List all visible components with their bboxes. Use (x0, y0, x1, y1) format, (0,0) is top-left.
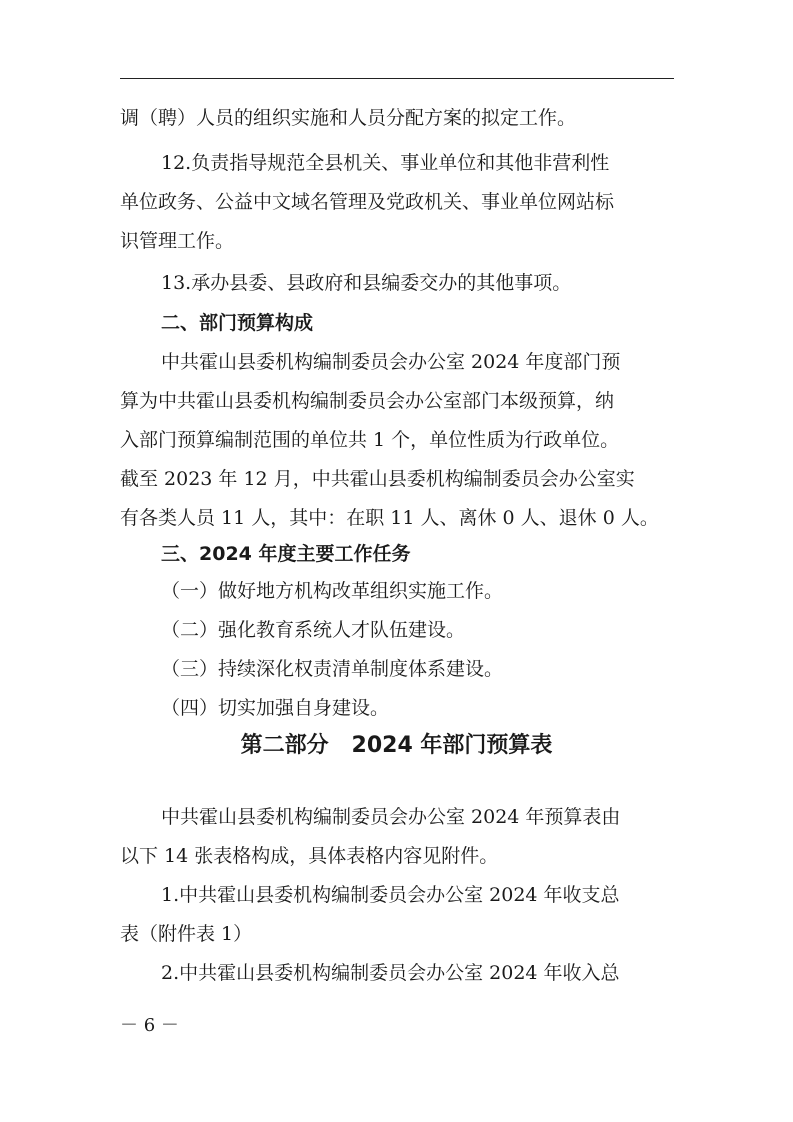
task-item: （一）做好地方机构改革组织实施工作。 (161, 580, 504, 602)
body-line: 单位政务、公益中文域名管理及党政机关、事业单位网站标 (120, 191, 615, 213)
header-rule (120, 78, 674, 79)
body-line: 识管理工作。 (120, 230, 235, 252)
body-line: 以下 14 张表格构成，具体表格内容见附件。 (120, 845, 499, 867)
body-line: 13.承办县委、县政府和县编委交办的其他事项。 (161, 272, 572, 294)
body-line: 中共霍山县委机构编制委员会办公室 2024 年预算表由 (161, 806, 621, 828)
body-line: 截至 2023 年 12 月，中共霍山县委机构编制委员会办公室实 (120, 468, 635, 490)
body-line: 入部门预算编制范围的单位共 1 个，单位性质为行政单位。 (120, 429, 620, 451)
section-heading: 二、部门预算构成 (161, 312, 314, 334)
page-number: － 6 － (120, 1015, 179, 1036)
task-item: （三）持续深化权责清单制度体系建设。 (161, 658, 504, 680)
part-title: 第二部分 2024 年部门预算表 (240, 733, 553, 758)
body-line: 调（聘）人员的组织实施和人员分配方案的拟定工作。 (120, 107, 577, 129)
body-line: 算为中共霍山县委机构编制委员会办公室部门本级预算，纳 (120, 390, 615, 412)
body-line: 12.负责指导规范全县机关、事业单位和其他非营利性 (161, 152, 610, 174)
task-item: （四）切实加强自身建设。 (161, 697, 390, 719)
body-line: 有各类人员 11 人，其中：在职 11 人、离休 0 人、退休 0 人。 (120, 507, 659, 529)
body-line: 表（附件表 1） (120, 923, 253, 945)
body-line: 2.中共霍山县委机构编制委员会办公室 2024 年收入总 (161, 962, 620, 984)
body-line: 1.中共霍山县委机构编制委员会办公室 2024 年收支总 (161, 884, 620, 906)
body-line: 中共霍山县委机构编制委员会办公室 2024 年度部门预 (161, 351, 621, 373)
task-item: （二）强化教育系统人才队伍建设。 (161, 619, 466, 641)
section-heading: 三、2024 年度主要工作任务 (161, 543, 411, 565)
